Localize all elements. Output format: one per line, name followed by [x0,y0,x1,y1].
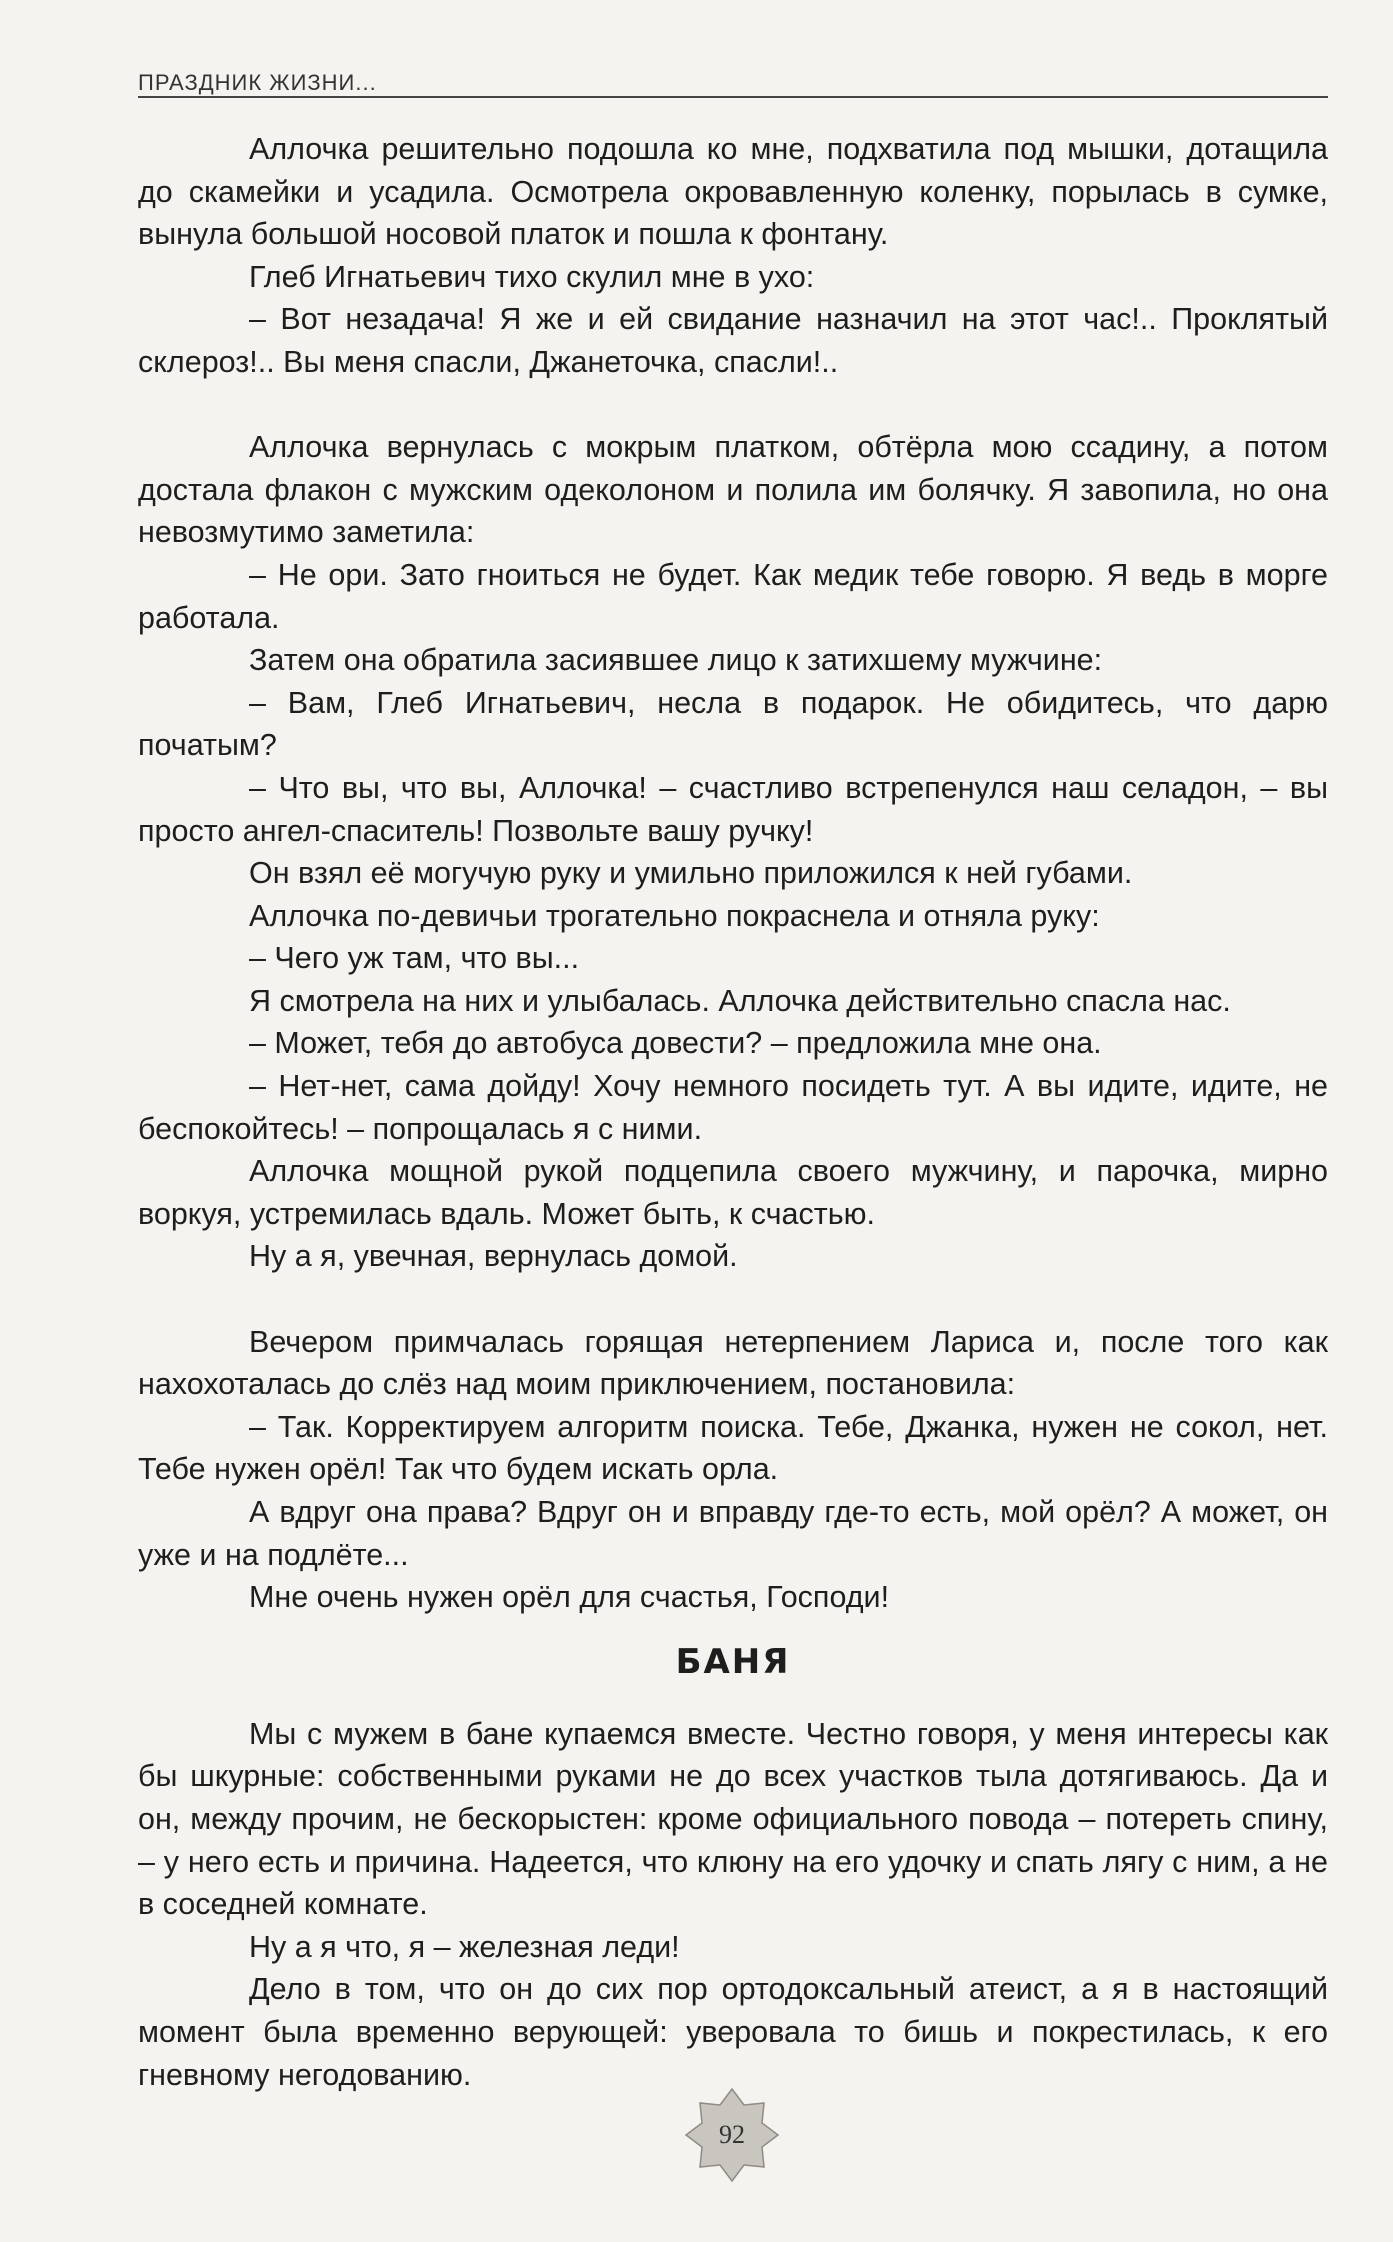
paragraph: Он взял её могучую руку и умильно приложился к ней губами. [249,856,1133,891]
section-heading: БАНЯ [675,1641,791,1682]
page-body [138,128,1328,2096]
paragraph: – Чего уж там, что вы... [249,941,580,976]
paragraph: – Что вы, что вы, Аллочка! – счастливо встрепенулся наш селадон, – вы просто ангел-спаситель! Позвольте вашу ручку! [138,770,1328,848]
paragraph: – Нет-нет, сама дойду! Хочу немного посидеть тут. А вы идите, идите, не беспокойтесь! – попрощалась я с ними. [138,1069,1328,1146]
paragraph: – Так. Корректируем алгоритм поиска. Тебе, Джанка, нужен не сокол, нет. Тебе нужен орёл! Так что будем искать орла. [138,1409,1328,1487]
paragraph: – Может, тебя до автобуса довести? – предложила мне она. [249,1026,1102,1061]
paragraph: – Не ори. Зато гноиться не будет. Как медик тебе говорю. Я ведь в морге работала. [138,557,1328,635]
paragraph: Аллочка мощной рукой подцепила своего мужчину, и парочка, мирно воркуя, устремилась вдаль. Может быть, к счастью. [138,1154,1328,1231]
paragraph: – Вот незадача! Я же и ей свидание назначил на этот час!.. Проклятый склероз!.. Вы меня спасли, Джанеточка, спасли!.. [138,302,1328,379]
paragraph: Аллочка вернулась с мокрым платком, обтёрла мою ссадину, а потом достала флакон с мужским одеколоном и полила им болячку. Я завопила, но она невозмутимо заметила: [138,430,1328,550]
running-title: ПРАЗДНИК ЖИЗНИ... [138,70,377,95]
paragraph: Мне очень нужен орёл для счастья, Господи! [249,1580,890,1615]
paragraph: Аллочка по-девичьи трогательно покраснела и отняла руку: [249,898,1100,933]
paragraph: Я смотрела на них и улыбалась. Аллочка действительно спасла нас. [249,983,1231,1018]
paragraph: А вдруг она права? Вдруг он и вправду где-то есть, мой орёл? А может, он уже и на подлёте... [138,1495,1328,1572]
paragraph: Вечером примчалась горящая нетерпением Лариса и, после того как нахохоталась до слёз над моим приключением, постановила: [138,1324,1328,1402]
paragraph: – Вам, Глеб Игнатьевич, несла в подарок. Не обидитесь, что дарю початым? [138,685,1328,763]
page-number-badge [682,2085,782,2185]
paragraph: Аллочка решительно подошла ко мне, подхватила под мышки, дотащила до скамейки и усадила. Осмотрела окровавленную коленку, порылась в сумке, вынула большой носовой платок и пошла к фонтану. [138,132,1328,252]
header-divider [138,96,1328,98]
paragraph: Мы с мужем в бане купаемся вместе. Честно говоря, у меня интересы как бы шкурные: собственными руками не до всех участков тыла дотягиваюсь. Да и он, между прочим, не бескорыстен: кроме официального повода – потереть спину, – у него есть и причина. Надеется, что клюну на его удочку и спать лягу с ним, а не в соседней комнате. [138,1716,1328,1922]
paragraph: Дело в том, что он до сих пор ортодоксальный атеист, а я в настоящий момент была временно верующей: уверовала то бишь и покрестилась, к его гневному негодованию. [138,1972,1328,2092]
paragraph: Затем она обратила засиявшее лицо к затихшему мужчине: [249,643,1103,678]
page-number: 92 [719,2120,745,2149]
paragraph: Ну а я что, я – железная леди! [249,1929,680,1964]
paragraph: Ну а я, увечная, вернулась домой. [249,1239,738,1274]
paragraph: Глеб Игнатьевич тихо скулил мне в ухо: [249,259,815,294]
